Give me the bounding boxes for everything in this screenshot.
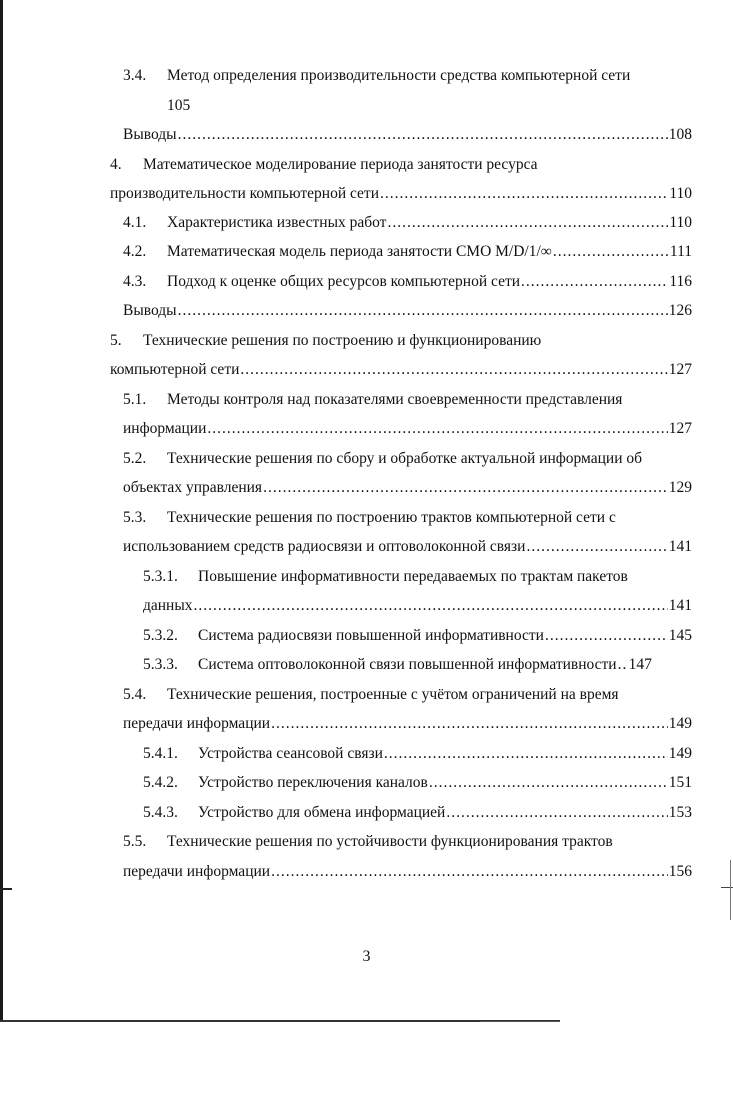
toc-entry-page: 149 — [668, 715, 692, 732]
toc-entry-5-3-1[interactable] — [143, 567, 692, 587]
toc-entry-number: 5.3.2. — [143, 627, 178, 644]
toc-entry-5-5-cont[interactable] — [123, 862, 692, 882]
toc-entry-page: 149 — [668, 745, 692, 762]
toc-leader-dots — [521, 272, 668, 292]
page-number: 3 — [362, 948, 371, 965]
toc-entry-title: Технические решения по построению и функционированию — [143, 332, 542, 349]
toc-leader-dots — [178, 301, 668, 321]
scan-mark-right — [721, 887, 733, 888]
toc-entry-5-3-2[interactable] — [143, 626, 692, 646]
toc-entry-title: Математическая модель периода занятости СМО M/D/1/∞ — [167, 243, 552, 260]
toc-entry-title: Методы контроля над показателями своевременности представления — [167, 391, 623, 408]
toc-entry-5-2-cont[interactable] — [123, 478, 692, 498]
toc-entry-title: Устройство для обмена информацией — [198, 804, 446, 821]
toc-entry-4-2[interactable] — [123, 242, 692, 262]
toc-entry-title: передачи информации — [123, 715, 271, 732]
toc-entry-5-2[interactable] — [123, 449, 692, 469]
toc-leader-dots — [545, 626, 668, 646]
toc-leader-dots — [446, 803, 667, 823]
toc-entry-title: Технические решения по устойчивости функционирования трактов — [167, 833, 613, 850]
toc-entry-4-3[interactable] — [123, 272, 692, 292]
toc-entry-5-4-2[interactable] — [143, 773, 692, 793]
toc-entry-title: Математическое моделирование периода занятости ресурса — [143, 156, 538, 173]
toc-entry-number: 5.3.3. — [143, 656, 178, 673]
toc-entry-title: Устройство переключения каналов — [198, 774, 428, 791]
toc-entry-page: 151 — [668, 774, 692, 791]
toc-entry-number: 5.3.1. — [143, 568, 178, 585]
toc-entry-page: 141 — [668, 538, 692, 555]
toc-entry-number: 5.4.1. — [143, 745, 178, 762]
toc-entry-number: 5.3. — [123, 509, 147, 526]
toc-entry-title: Подход к оценке общих ресурсов компьютерной сети — [167, 273, 521, 290]
toc-entry-title: Выводы — [123, 126, 177, 143]
toc-entry-number: 5. — [110, 332, 122, 349]
toc-entry-page: 105 — [167, 97, 191, 114]
toc-entry-5-3-3[interactable] — [143, 655, 692, 675]
toc-leader-dots — [271, 714, 668, 734]
toc-entry-page: 156 — [668, 863, 692, 880]
toc-leader-dots — [429, 773, 668, 793]
toc-leader-dots — [553, 242, 669, 262]
toc-entry-number: 5.2. — [123, 450, 147, 467]
toc-entry-page: 111 — [669, 243, 692, 260]
toc-entry-title: Выводы — [123, 302, 177, 319]
toc-entry-3-4[interactable] — [123, 66, 683, 86]
toc-entry-4[interactable] — [110, 155, 690, 175]
toc-leader-dots — [380, 184, 668, 204]
toc-entry-number: 4. — [110, 156, 122, 173]
toc-entry-number: 3.4. — [123, 67, 147, 84]
toc-entry-title: Технические решения по сбору и обработке актуальной информации об — [167, 450, 643, 467]
toc-entry-title: Технические решения, построенные с учётом ограничений на время — [167, 686, 619, 703]
toc-entry-number: 4.3. — [123, 273, 147, 290]
toc-entry-5-1[interactable] — [123, 390, 692, 410]
toc-entry-title: Повышение информативности передаваемых по трактам пакетов — [198, 568, 628, 585]
toc-leader-dots — [526, 537, 667, 557]
toc-entry-title: Устройства сеансовой связи — [198, 745, 383, 762]
toc-entry-number: 5.4.3. — [143, 804, 178, 821]
toc-entry-title: информации — [123, 420, 207, 437]
toc-entry-page: 110 — [669, 214, 692, 231]
toc-entry-4-1[interactable] — [123, 213, 692, 233]
toc-entry-page: 147 — [628, 656, 652, 673]
toc-entry-page: 153 — [668, 804, 692, 821]
toc-entry-page: 141 — [668, 597, 692, 614]
toc-entry-5-3[interactable] — [123, 508, 692, 528]
toc-entry-title: Технические решения по построению трактов компьютерной сети с — [167, 509, 616, 526]
toc-entry-number: 4.1. — [123, 214, 147, 231]
toc-leader-dots — [178, 125, 668, 145]
toc-entry-5-4-cont[interactable] — [123, 714, 692, 734]
scan-mark-right-vertical — [730, 860, 731, 920]
toc-entry-title: Система оптоволоконной связи повышенной информативности — [198, 656, 617, 673]
toc-leader-dots — [271, 862, 668, 882]
toc-entry-number: 5.1. — [123, 391, 147, 408]
toc-leader-dots — [618, 655, 628, 675]
toc-entry-page: 145 — [668, 627, 692, 644]
toc-entry-5-3-cont[interactable] — [123, 537, 692, 557]
toc-entry-title: Система радиосвязи повышенной информативности — [198, 627, 544, 644]
toc-entry-title: компьютерной сети — [110, 361, 240, 378]
toc-entry-title: данных — [143, 597, 193, 614]
toc-entry-page: 129 — [668, 479, 692, 496]
toc-entry-page: 110 — [669, 185, 692, 202]
toc-leader-dots — [387, 213, 668, 233]
toc-leader-dots — [263, 478, 668, 498]
scan-bottom-edge — [0, 1020, 560, 1022]
toc-entry-page: 127 — [668, 420, 692, 437]
toc-entry-5-4-1[interactable] — [143, 744, 692, 764]
toc-entry-title: передачи информации — [123, 863, 271, 880]
toc-leader-dots — [207, 419, 667, 439]
scan-left-edge — [0, 0, 3, 1022]
toc-entry-number: 4.2. — [123, 243, 147, 260]
toc-entry-title: производительности компьютерной сети — [110, 185, 380, 202]
scan-bottom-edge-fragment — [480, 1021, 560, 1022]
toc-entry-title: Метод определения производительности средства компьютерной сети — [167, 67, 631, 84]
toc-entry-5[interactable] — [110, 331, 690, 351]
toc-entry-3-4-page[interactable] — [167, 96, 267, 116]
toc-entry-5-3-1-cont[interactable] — [143, 596, 692, 616]
toc-leader-dots — [240, 360, 667, 380]
toc-entry-5-4[interactable] — [123, 685, 692, 705]
toc-entry-number: 5.5. — [123, 833, 147, 850]
toc-entry-conclusions-4[interactable] — [123, 301, 692, 321]
toc-leader-dots — [194, 596, 668, 616]
toc-entry-page: 116 — [669, 273, 692, 290]
toc-entry-page: 127 — [668, 361, 692, 378]
toc-entry-title: объектах управления — [123, 479, 263, 496]
toc-entry-number: 5.4. — [123, 686, 147, 703]
toc-entry-number: 5.4.2. — [143, 774, 178, 791]
toc-entry-conclusions-3[interactable] — [123, 125, 692, 145]
toc-entry-title: использованием средств радиосвязи и оптоволоконной связи — [123, 538, 526, 555]
toc-entry-5-1-cont[interactable] — [123, 419, 692, 439]
toc-leader-dots — [384, 744, 668, 764]
toc-entry-page: 126 — [668, 302, 692, 319]
scan-mark-left — [0, 888, 12, 890]
toc-entry-5-cont[interactable] — [110, 360, 692, 380]
toc-entry-title: Характеристика известных работ — [167, 214, 387, 231]
toc-entry-5-4-3[interactable] — [143, 803, 692, 823]
toc-entry-page: 108 — [668, 126, 692, 143]
toc-entry-5-5[interactable] — [123, 832, 692, 852]
toc-entry-4-cont[interactable] — [110, 184, 692, 204]
